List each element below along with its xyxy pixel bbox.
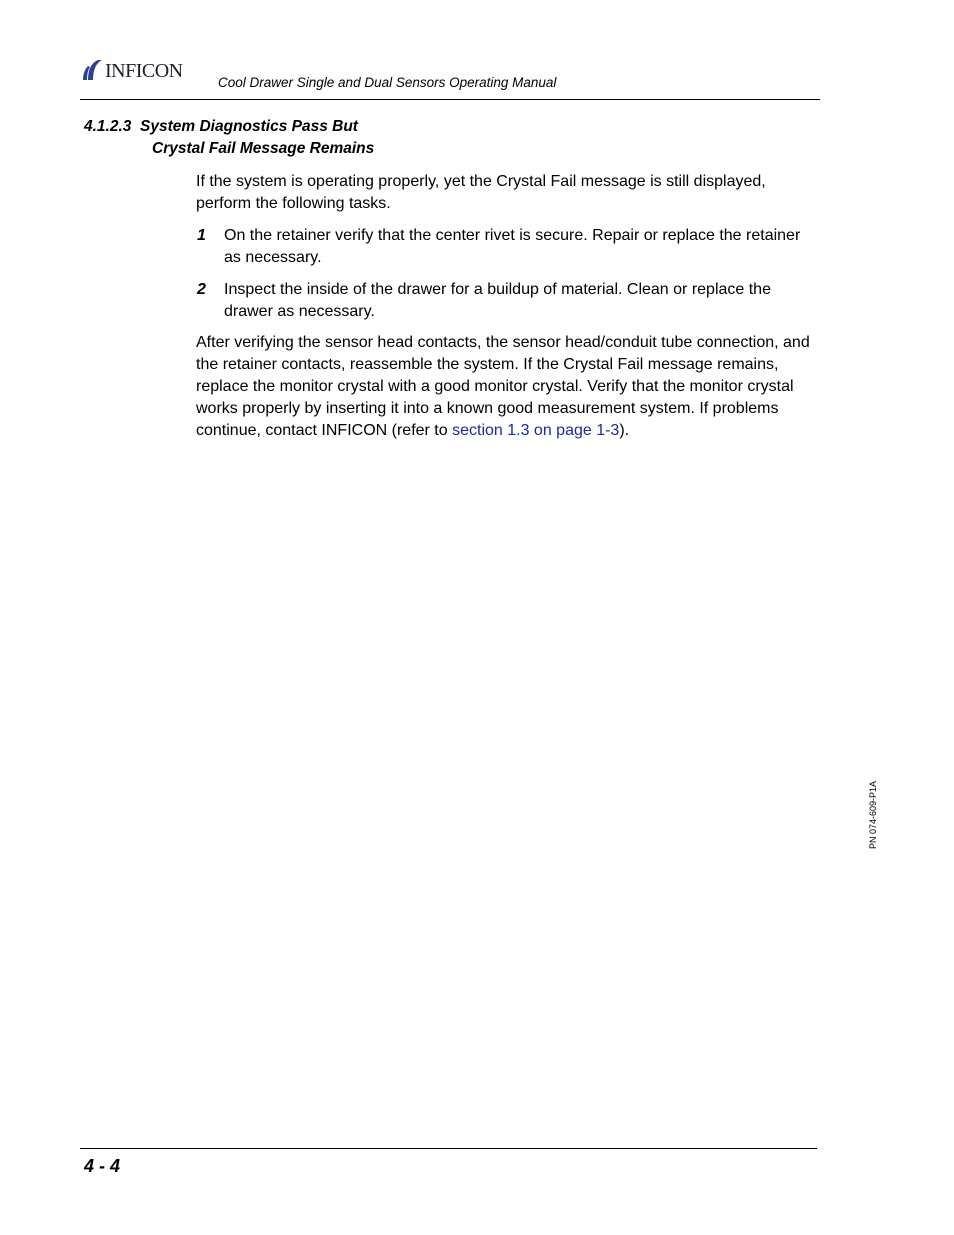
section-heading-line1 — [84, 118, 358, 136]
step-text: Inspect the inside of the drawer for a buildup of material. Clean or replace the drawer as necessary. — [224, 281, 771, 320]
step-number: 1 — [197, 227, 206, 244]
after-paragraph-end: ). — [619, 422, 630, 439]
inficon-logo-icon — [82, 58, 104, 82]
inficon-logo — [82, 58, 198, 84]
footer-divider — [80, 1148, 817, 1149]
section-title-line2: Crystal Fail Message Remains — [152, 140, 375, 157]
page-number: 4 - 4 — [84, 1156, 121, 1176]
header-divider — [80, 99, 820, 100]
section-number: 4.1.2.3 — [84, 118, 132, 135]
manual-title: Cool Drawer Single and Dual Sensors Operating Manual — [218, 75, 557, 90]
step-number: 2 — [197, 281, 206, 298]
after-paragraph — [196, 332, 818, 442]
section-cross-reference-link[interactable]: section 1.3 on page 1-3 — [452, 422, 620, 439]
part-number: PN 074-609-P1A — [868, 780, 878, 849]
intro-paragraph: If the system is operating properly, yet the Crystal Fail message is still displayed, perform the following tasks. — [196, 173, 766, 212]
section-title-line1: System Diagnostics Pass But — [140, 118, 358, 135]
after-paragraph-text: After verifying the sensor head contacts, the sensor head/conduit tube connection, and the retainer contacts, reassemble the system. If the Crystal Fail message remains, replace the monitor crystal with a good monitor crystal. Verify that the monitor crystal works properly by inserting it into a known good measurement system. If problems continue, contact INFICON (refer to — [196, 334, 810, 439]
logo-wordmark: INFICON — [105, 60, 183, 82]
step-text: On the retainer verify that the center rivet is secure. Repair or replace the retainer as necessary. — [224, 227, 801, 266]
